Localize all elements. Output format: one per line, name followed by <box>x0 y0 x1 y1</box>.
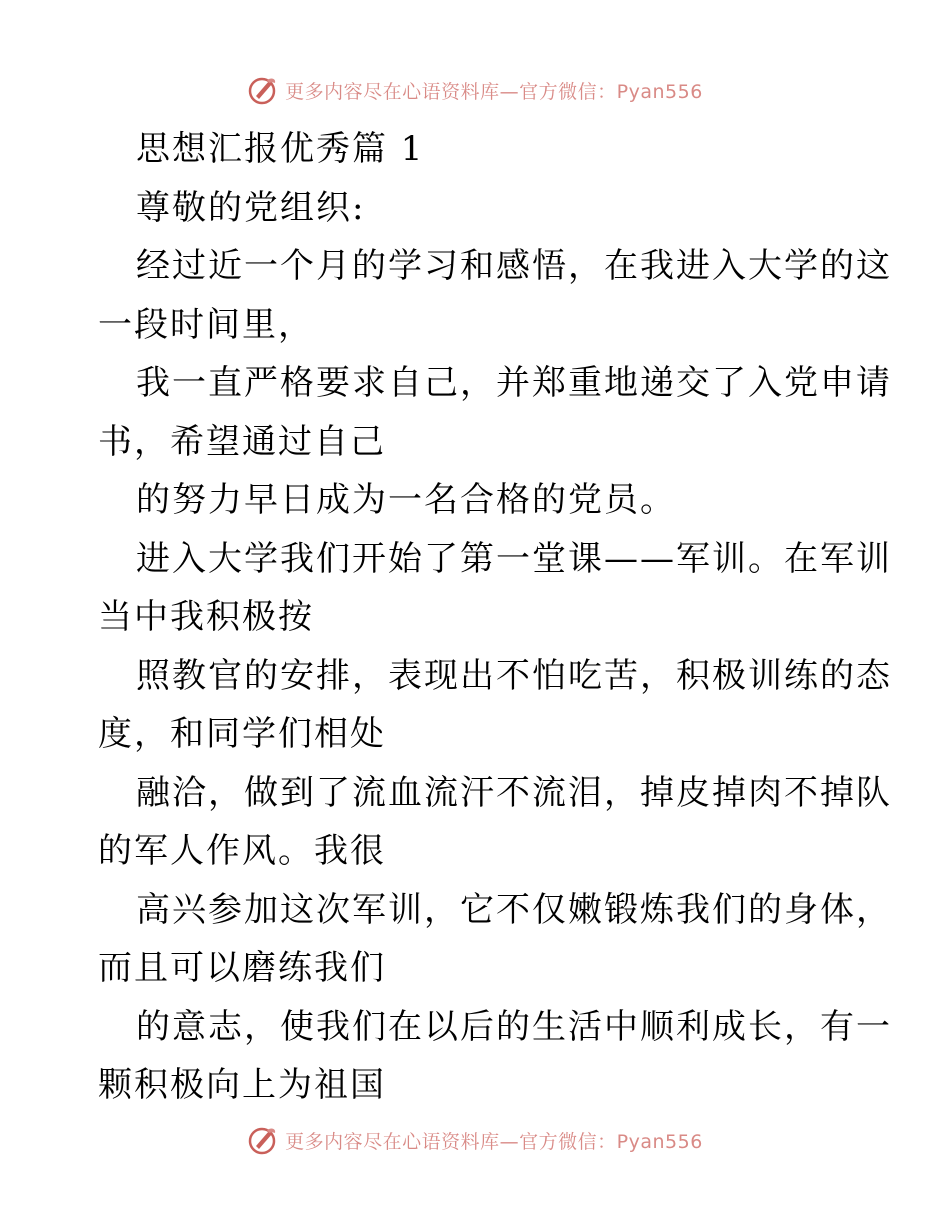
text-line: 而且可以磨练我们 <box>98 948 386 988</box>
text-line: 的努力早日成为一名合格的党员。 <box>136 480 676 520</box>
text-line: 一段时间里， <box>98 304 314 345</box>
text-line: 颗积极向上为祖国 <box>98 1065 386 1105</box>
text-line: 度，和同学们相处 <box>98 714 386 754</box>
footer-banner-text: 更多内容尽在心语资料库—官方微信：Pyan556 <box>285 1130 703 1153</box>
header-banner <box>0 70 950 110</box>
text-line: 高兴参加这次军训，它不仅嫩锻炼我们的身体， <box>136 889 892 930</box>
text-line: 照教官的安排，表现出不怕吃苦，积极训练的态 <box>136 655 892 696</box>
text-line: 融洽，做到了流血流汗不流泪，掉皮掉肉不掉队 <box>136 772 892 813</box>
text-line: 的军人作风。我很 <box>98 831 386 871</box>
document-body <box>98 120 892 1115</box>
quill-pen-logo-icon <box>247 1124 279 1156</box>
document-title: 思想汇报优秀篇 1 <box>136 129 425 169</box>
salutation: 尊敬的党组织: <box>136 187 366 228</box>
text-line: 进入大学我们开始了第一堂课——军训。在军训 <box>136 538 892 579</box>
footer-banner <box>0 1120 950 1160</box>
header-banner-text: 更多内容尽在心语资料库—官方微信：Pyan556 <box>285 80 703 103</box>
text-line: 当中我积极按 <box>98 597 314 637</box>
text-line: 的意志，使我们在以后的生活中顺利成长，有一 <box>136 1006 892 1047</box>
text-line: 我一直严格要求自己，并郑重地递交了入党申请 <box>136 363 892 403</box>
text-line: 书，希望通过自己 <box>98 421 386 462</box>
quill-pen-logo-icon <box>247 74 279 106</box>
text-line: 经过近一个月的学习和感悟，在我进入大学的这 <box>136 246 892 286</box>
